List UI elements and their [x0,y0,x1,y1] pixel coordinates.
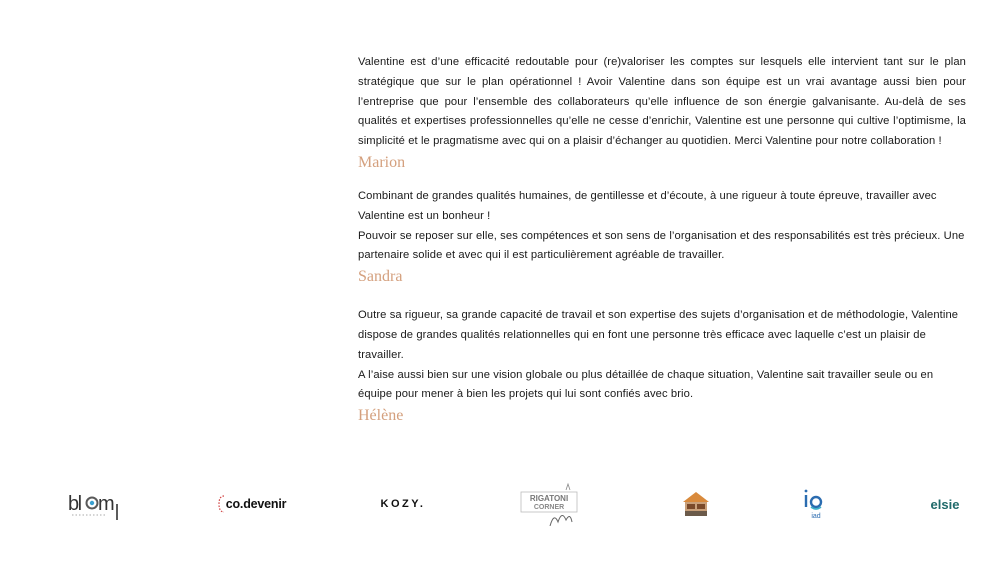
testimonial-paragraph: Pouvoir se reposer sur elle, ses compétences et son sens de l’organisation et des responsabilités est très précieux. Une partenaire solide et avec qui il est particulièrement agréable de travailler. [358,229,965,262]
testimonial-author: Sandra [358,268,403,286]
testimonial-author: Marion [358,153,406,171]
kozy-logo [378,482,428,526]
iad-logo [802,482,830,526]
bloom-logo-mark [66,484,124,524]
client-logos [0,482,1000,532]
testimonial-quote [358,306,966,405]
svg-text:m: m [98,493,114,515]
iad-label: iad [811,513,821,519]
svg-text:bl: bl [68,493,81,515]
codevenir-logo [214,482,290,526]
svg-text:CORNER: CORNER [533,504,565,511]
testimonial-quote [358,187,966,266]
testimonial-paragraph: Valentine est d’une efficacité redoutable pour (re)valoriser les comptes sur lesquels elle intervient tant sur le plan stratégique que sur le plan opérationnel ! Avoir Valentine dans son équipe est un vrai avantage aussi bien pour l’entreprise que pour l’ensemble des collaborateurs qu’elle influence de son énergie galvanisante. Au-delà de ses qualités et expertises professionnelles qu’elle ne cesse d’enrichir, Valentine est une personne qui cultive l’optimisme, la simplicité et le pragmatisme avec qui on a plaisir d’échanger au quotidien. Merci Valentine pour notre collaboration ! [358,56,966,148]
testimonial-paragraph: Combinant de grandes qualités humaines, de gentillesse et d’écoute, à une rigueur à toute épreuve, travailler avec Valentine est un bonheur ! [358,189,937,222]
rigatoni-corner-mark [520,482,582,526]
codevenir-bracket-icon [218,494,226,514]
svg-text:RIGATONI: RIGATONI [529,494,569,503]
codevenir-wordmark: co.devenir [225,497,287,511]
elsie-logo [926,482,964,526]
rigatoni-corner-logo [520,482,582,526]
testimonials-section [358,53,966,426]
testimonial-quote [358,53,966,152]
iad-mark [802,489,830,519]
testimonial-author: Hélène [358,407,404,425]
house-icon [681,489,711,519]
house-logo [680,482,712,526]
testimonial-paragraph: A l’aise aussi bien sur une vision globale ou plus détaillée de chaque situation, Valentine sait travailler seule ou en équipe pour mener à bien les projets qui lui sont confiés avec brio. [358,368,934,401]
kozy-wordmark: KOZY. [380,498,426,510]
bloom-logo [66,482,124,526]
testimonial-paragraph: Outre sa rigueur, sa grande capacité de travail et son expertise des sujets d’organisation et de méthodologie, Valentine dispose de grandes qualités relationnelles qui en font une personne très efficace avec laquelle c’est un plaisir de travailler. [358,309,959,361]
elsie-wordmark: elsie [930,496,960,512]
